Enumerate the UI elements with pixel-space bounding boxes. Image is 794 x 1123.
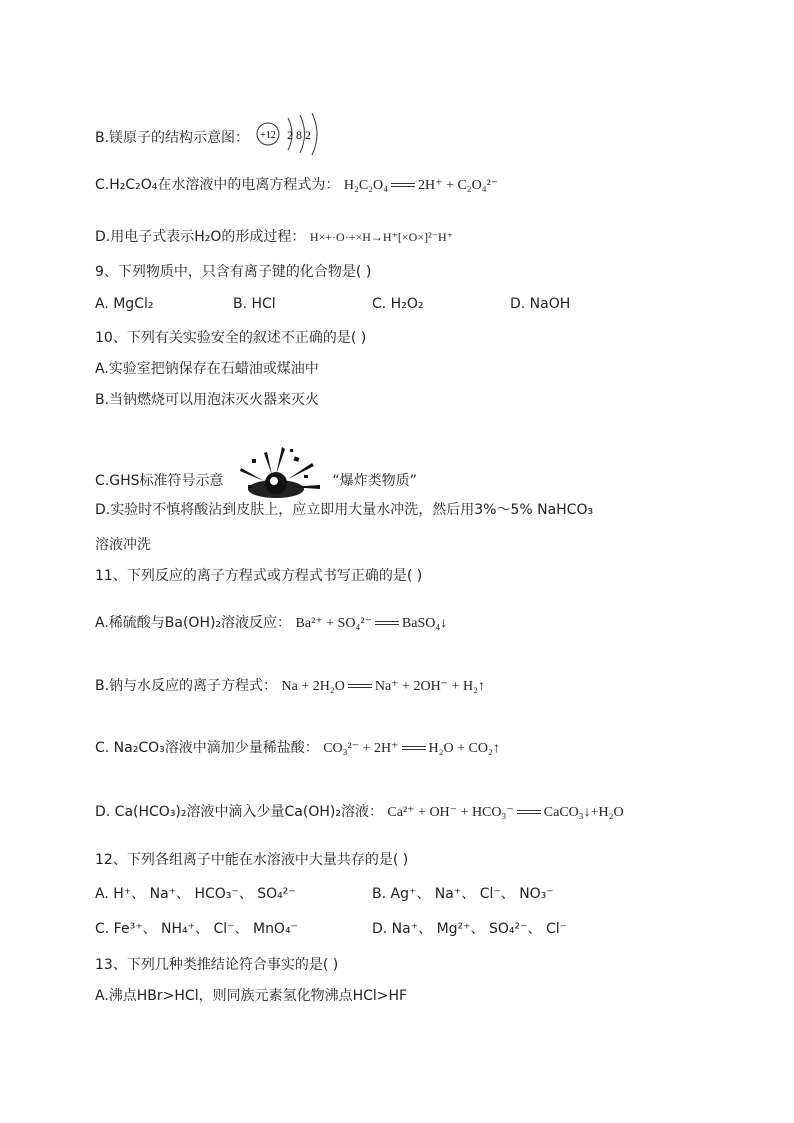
q8-b-text: B.镁原子的结构示意图： (95, 130, 250, 146)
q8-option-c (95, 175, 498, 196)
q11-stem: 11、下列反应的离子方程式或方程式书写正确的是( ) (95, 568, 423, 584)
q11-a-text: A.稀硫酸与Ba(OH)₂溶液反应： (95, 615, 292, 631)
q11-c-text: C. Na₂CO₃溶液中滴加少量稀盐酸： (95, 740, 319, 756)
q9-option-c: C. H₂O₂ (372, 296, 424, 312)
electron-shells: 2 8 2 (286, 128, 311, 142)
q9-option-d: D. NaOH (510, 296, 571, 312)
q13-option-a: A.沸点HBr>HCl，则同族元素氢化物沸点HCl>HF (95, 988, 408, 1004)
q10-c-right: “爆炸类物质” (332, 473, 417, 489)
q10-stem: 10、下列有关实验安全的叙述不正确的是( ) (95, 330, 367, 346)
nucleus-charge: +12 (259, 130, 276, 141)
electron-formula: H×+·O·+×H→H⁺[×O×]²⁻H⁺ (309, 230, 454, 244)
equals-bar (348, 684, 372, 688)
q10-option-a: A.实验室把钠保存在石蜡油或煤油中 (95, 361, 319, 377)
q11-d-text: D. Ca(HCO₃)₂溶液中滴入少量Ca(OH)₂溶液： (95, 804, 383, 820)
q10-option-c (95, 445, 417, 505)
equals-bar (517, 810, 541, 814)
q11-option-c (95, 738, 500, 759)
q11-c-right: H₂O + CO₂↑ (428, 741, 500, 756)
q9-stem: 9、下列物质中，只含有离子键的化合物是( ) (95, 264, 372, 280)
q8-c-eq-right: 2H⁺ + C₂O₄²⁻ (418, 178, 499, 193)
q9-option-a: A. MgCl₂ (95, 296, 154, 312)
q8-option-b (95, 112, 344, 156)
q10-option-b: B.当钠燃烧可以用泡沫灭火器来灭火 (95, 392, 320, 408)
q11-b-text: B.钠与水反应的离子方程式： (95, 678, 278, 694)
q11-a-left: Ba²⁺ + SO₄²⁻ (295, 616, 372, 631)
q11-b-right: Na⁺ + 2OH⁻ + H₂↑ (374, 679, 485, 694)
equals-bar (402, 746, 426, 750)
q12-stem: 12、下列各组离子中能在水溶液中大量共存的是( ) (95, 852, 409, 868)
q12-option-d: D. Na⁺、 Mg²⁺、 SO₄²⁻、 Cl⁻ (372, 921, 568, 937)
q11-c-left: CO₃²⁻ + 2H⁺ (323, 741, 399, 756)
q8-c-eq-left: H₂C₂O₄ (343, 178, 389, 193)
q11-option-b (95, 676, 485, 697)
equals-bar (391, 183, 415, 187)
q10-option-d-line1: D.实验时不慎将酸沾到皮肤上，应立即用大量水冲洗，然后用3%～5% NaHCO₃ (95, 502, 594, 518)
q8-option-d (95, 227, 453, 247)
q11-d-right: CaCO₃↓+H₂O (543, 805, 624, 820)
explosion-icon (230, 445, 326, 505)
q11-a-right: BaSO₄↓ (401, 616, 448, 631)
magnesium-atom-diagram (254, 112, 344, 156)
q12-option-b: B. Ag⁺、 Na⁺、 Cl⁻、 NO₃⁻ (372, 886, 554, 902)
q13-stem: 13、下列几种类推结论符合事实的是( ) (95, 957, 339, 973)
q11-d-left: Ca²⁺ + OH⁻ + HCO₃⁻ (387, 805, 514, 820)
q8-d-text: D.用电子式表示H₂O的形成过程： (95, 229, 306, 245)
equals-bar (375, 621, 399, 625)
q10-c-left: C.GHS标准符号示意 (95, 473, 224, 489)
q11-option-a (95, 613, 447, 634)
q8-c-text: C.H₂C₂O₄在水溶液中的电离方程式为： (95, 177, 340, 193)
q10-option-d-line2: 溶液冲洗 (95, 537, 151, 553)
q11-option-d (95, 802, 624, 823)
q12-option-c: C. Fe³⁺、 NH₄⁺、 Cl⁻、 MnO₄⁻ (95, 921, 298, 937)
q11-b-left: Na + 2H₂O (281, 679, 345, 694)
q9-option-b: B. HCl (233, 296, 276, 312)
q12-option-a: A. H⁺、 Na⁺、 HCO₃⁻、 SO₄²⁻ (95, 886, 296, 902)
